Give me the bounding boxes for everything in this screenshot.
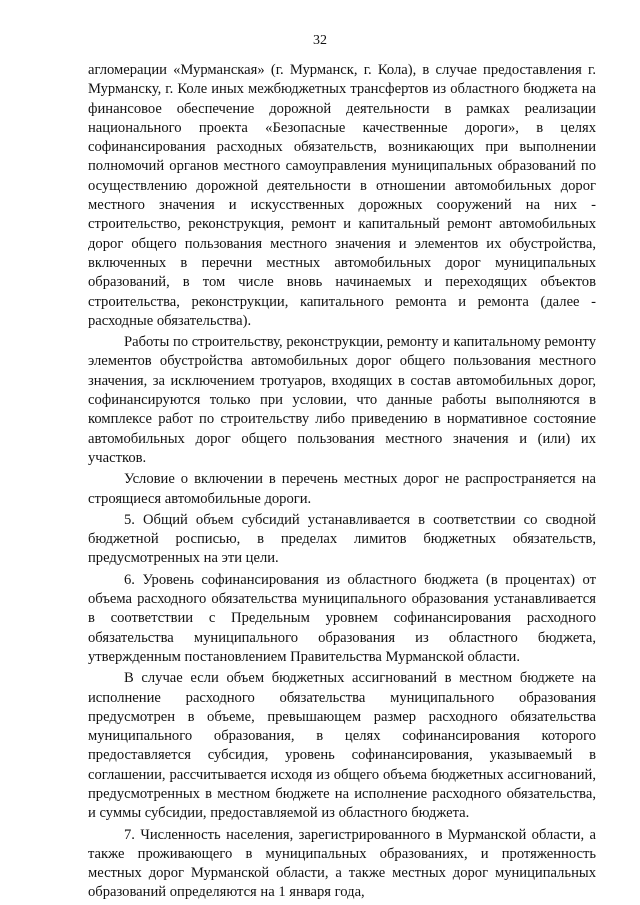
paragraph-item-7: 7. Численность населения, зарегистрированного в Мурманской области, а также проживающего в муниципальных образованиях, и протяженность местных дорог Мурманской области, а также местных дорог муниципальных образований определяются на 1 января года, [88,826,596,901]
document-body [88,61,596,903]
page-number: 32 [313,33,327,48]
paragraph-condition: Условие о включении в перечень местных дорог не распространяется на строящиеся автомобильные дороги. [88,471,596,507]
paragraph-item-6: 6. Уровень софинансирования из областного бюджета (в процентах) от объема расходного обязательства муниципального образования устанавливается в соответствии с Предельным уровнем софинансирования расходного обязательства муниципального образования из областного бюджета, утвержденным постановлением Правительства Мурманской области. [88,571,596,665]
paragraph-item-5: 5. Общий объем субсидий устанавливается в соответствии со сводной бюджетной росписью, в пределах лимитов бюджетных обязательств, предусмотренных на эти цели. [88,511,596,567]
paragraph-works: Работы по строительству, реконструкции, ремонту и капитальному ремонту элементов обустройства автомобильных дорог общего пользования местного значения, за исключением тротуаров, входящих в состав автомобильных дорог, софинансируются только при условии, что данные работы выполняются в комплексе работ по строительству либо приведению в нормативное состояние автомобильных дорог общего пользования местного значения и (или) их участков. [88,334,596,466]
paragraph-case: В случае если объем бюджетных ассигнований в местном бюджете на исполнение расходного обязательства муниципального образования предусмотрен в объеме, превышающем размер расходного обязательства муниципального образования, в целях софинансирования которого предоставляется субсидия, уровень софинансирования, указываемый в соглашении, рассчитывается исходя из общего объема бюджетных ассигнований, предусмотренных в местном бюджете на исполнение расходного обязательства, и суммы субсидии, предоставляемой из областного бюджета. [88,670,596,822]
paragraph-continuation: агломерации «Мурманская» (г. Мурманск, г. Кола), в случае предоставления г. Мурманску, г. Коле иных межбюджетных трансфертов из областного бюджета на финансовое обеспечение дорожной деятельности в рамках реализации национального проекта «Безопасные качественные дороги», в целях софинансирования расходных обязательств, возникающих при выполнении полномочий органов местного самоуправления муниципальных образований по осуществлению дорожной деятельности в отношении автомобильных дорог местного значения и искусственных дорожных сооружений на них - строительство, реконструкция, ремонт и капитальный ремонт автомобильных дорог общего пользования местного значения и элементов их обустройства, включенных в перечни местных автомобильных дорог муниципальных образований, в том числе вновь начинаемых и переходящих объектов строительства, реконструкции, капитального ремонта и ремонта (далее - расходные обязательства). [88,62,596,329]
